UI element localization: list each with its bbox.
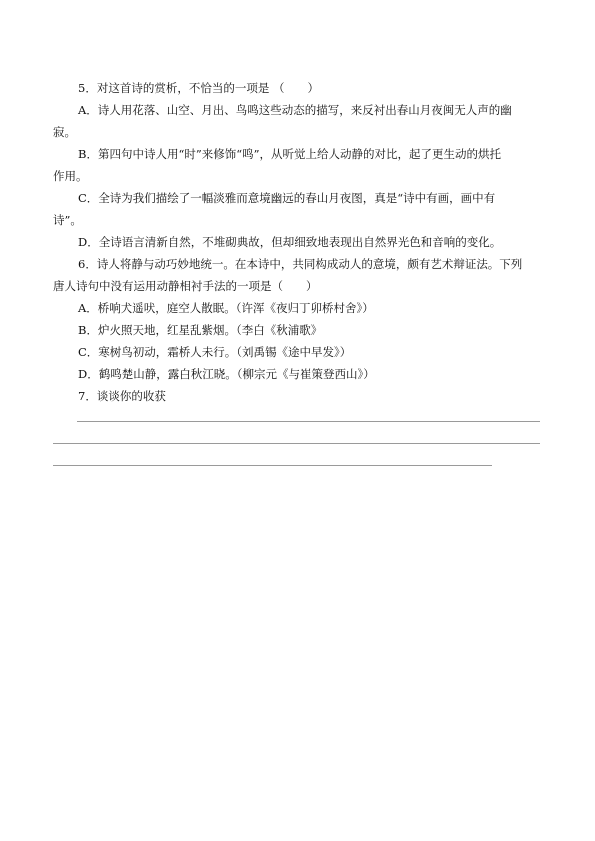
question-6-stem: 6．诗人将静与动巧妙地统一。在本诗中，共同构成动人的意境，颇有艺术辩证法。下列 bbox=[78, 257, 523, 271]
question-5-option-a: A．诗人用花落、山空、月出、鸟鸣这些动态的描写，来反衬出春山月夜闽无人声的幽 bbox=[78, 103, 512, 117]
answer-line-1[interactable] bbox=[77, 421, 540, 422]
question-5 bbox=[53, 77, 543, 253]
question-7 bbox=[53, 385, 543, 407]
question-5-option-a-cont: 寂。 bbox=[53, 125, 76, 139]
question-7-stem: 7．谈谈你的收获 bbox=[78, 389, 166, 403]
question-6-option-c: C．寒树鸟初动，霜桥人未行。（刘禹锡《途中早发》） bbox=[78, 345, 352, 359]
question-6-option-a: A．桥响犬遥吠，庭空人散眠。（许浑《夜归丁卯桥村舍》） bbox=[78, 301, 374, 315]
question-5-stem: 5．对这首诗的赏析，不恰当的一项是 （ ） bbox=[78, 81, 319, 95]
answer-line-3[interactable] bbox=[53, 465, 492, 466]
question-5-option-c-cont: 诗”。 bbox=[53, 213, 82, 227]
question-6-stem-cont: 唐人诗句中没有运用动静相衬手法的一项是（ ） bbox=[53, 279, 318, 293]
question-5-option-b-cont: 作用。 bbox=[53, 169, 88, 183]
answer-line-2[interactable] bbox=[53, 443, 540, 444]
question-6 bbox=[53, 253, 543, 385]
question-5-option-b: B．第四句中诗人用“时”来修饰“鸣”，从听觉上给人动静的对比，起了更生动的烘托 bbox=[78, 147, 501, 161]
question-5-option-d: D．全诗语言清新自然，不堆砌典故，但却细致地表现出自然界光色和音响的变化。 bbox=[78, 235, 502, 249]
question-content bbox=[53, 77, 543, 407]
question-6-option-d: D．鹤鸣楚山静，露白秋江晓。（柳宗元《与崔策登西山》） bbox=[78, 367, 375, 381]
question-6-option-b: B．炉火照天地，红星乱紫烟。（李白《秋浦歌》 bbox=[78, 323, 323, 337]
question-5-option-c: C．全诗为我们描绘了一幅淡雅而意境幽远的春山月夜图，真是“诗中有画，画中有 bbox=[78, 191, 496, 205]
